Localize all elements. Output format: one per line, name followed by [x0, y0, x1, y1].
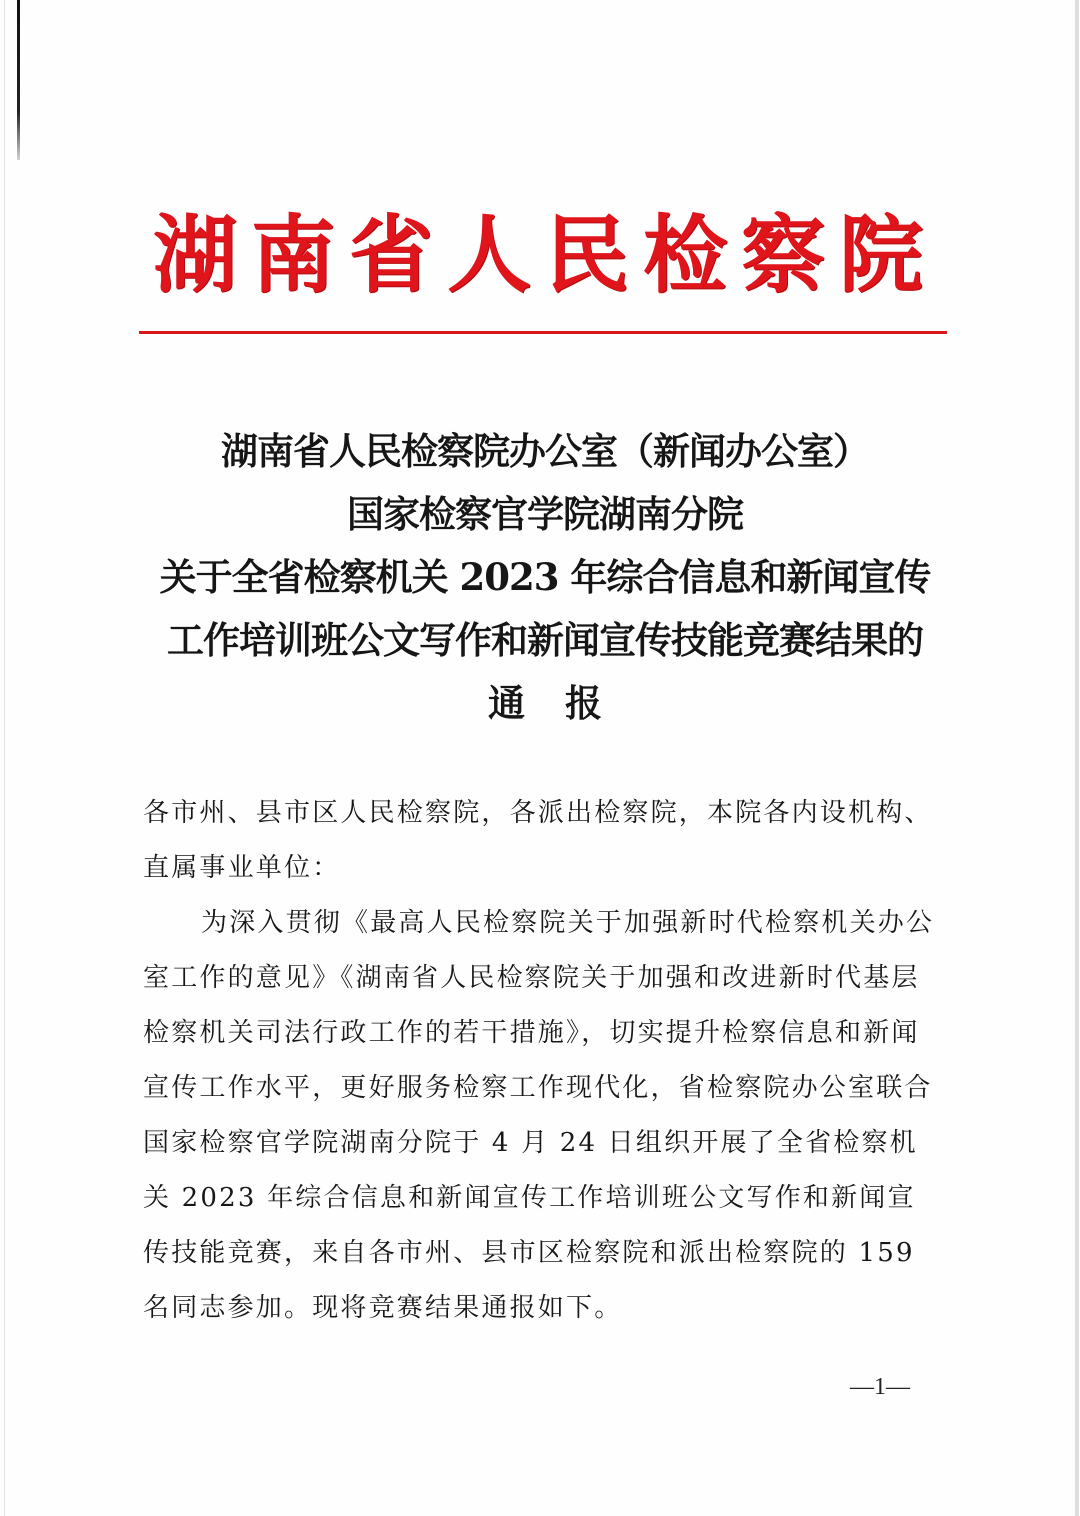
binding-edge-line [17, 0, 20, 160]
title-line-issuer-1: 湖南省人民检察院办公室（新闻办公室） [221, 429, 869, 473]
title-line-notice: 通报 [488, 681, 642, 725]
red-divider-rule [139, 331, 947, 334]
title-line-subject-1: 关于全省检察机关 2023 年综合信息和新闻宣传 [159, 555, 931, 599]
page-number: —1— [850, 1374, 910, 1400]
title-line-subject-2: 工作培训班公文写作和新闻宣传技能竞赛结果的 [167, 618, 923, 662]
document-page [4, 0, 1079, 1516]
masthead-title: 湖南省人民检察院 [152, 205, 937, 304]
salutation: 各市州、县市区人民检察院，各派出检察院，本院各内设机构、直属事业单位： [143, 798, 933, 883]
title-line-issuer-2: 国家检察官学院湖南分院 [347, 492, 743, 536]
document-title [125, 420, 965, 735]
body-paragraph: 为深入贯彻《最高人民检察院关于加强新时代检察机关办公室工作的意见》《湖南省人民检察院关于加强和改进新时代基层检察机关司法行政工作的若干措施》，切实提升检察信息和新闻宣传工作水平，更好服务检察工作现代化，省检察院办公室联合国家检察官学院湖南分院于 4 月 24 日组织开展了全省检察机关 2023 年综合信息和新闻宣传工作培训班公文写作和新闻宣传技能竞赛，来自各市州、县市区检察院和派出检察院的 159 名同志参加。现将竞赛结果通报如下。 [143, 908, 935, 1323]
